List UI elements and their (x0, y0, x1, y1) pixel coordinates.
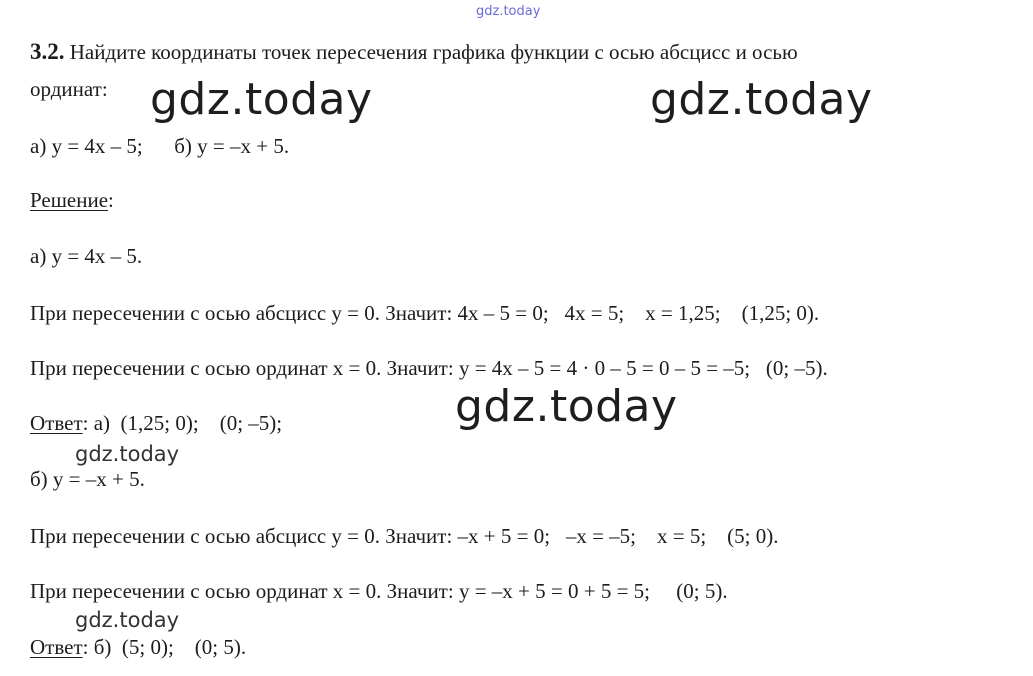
watermark-small-1: gdz.today (75, 442, 180, 466)
part-a-answer-text: : а) (1,25; 0); (0; –5); (82, 411, 283, 435)
part-a-answer-label: Ответ (30, 411, 83, 435)
solution-heading-label: Решение (30, 188, 109, 212)
part-b-answer-text: : б) (5; 0); (0; 5). (82, 635, 247, 659)
watermark-left: gdz.today (150, 74, 373, 125)
part-b-answer-label: Ответ (30, 635, 83, 659)
part-b-title: б) y = –x + 5. (30, 467, 145, 491)
problem-line-1 (30, 40, 798, 63)
part-b-line2: При пересечении с осью ординат x = 0. Значит: y = –x + 5 = 0 + 5 = 5; (0; 5). (30, 579, 728, 603)
problem-text-line2: ординат: (30, 77, 108, 101)
problem-text-line1: Найдите координаты точек пересечения графика функции с осью абсцисс и осью (64, 40, 798, 64)
problem-number: 3.2. (30, 39, 65, 64)
problem-options: а) y = 4x – 5; б) y = –x + 5. (30, 134, 290, 158)
part-b-line1: При пересечении с осью абсцисс y = 0. Значит: –x + 5 = 0; –x = –5; x = 5; (5; 0). (30, 524, 779, 548)
part-a-answer (30, 413, 282, 434)
part-a-line2: При пересечении с осью ординат x = 0. Значит: y = 4x – 5 = 4 · 0 – 5 = 0 – 5 = –5; (0; –5). (30, 356, 828, 380)
solution-heading-colon: : (108, 188, 114, 212)
watermark-small-2: gdz.today (75, 608, 180, 632)
watermark-top: gdz.today (476, 4, 541, 19)
part-b-answer (30, 637, 246, 658)
watermark-right: gdz.today (650, 74, 873, 125)
part-a-title: а) y = 4x – 5. (30, 244, 143, 268)
part-a-line1: При пересечении с осью абсцисс y = 0. Значит: 4x – 5 = 0; 4x = 5; x = 1,25; (1,25; 0). (30, 301, 820, 325)
solution-heading (30, 190, 114, 211)
watermark-middle: gdz.today (455, 381, 678, 432)
